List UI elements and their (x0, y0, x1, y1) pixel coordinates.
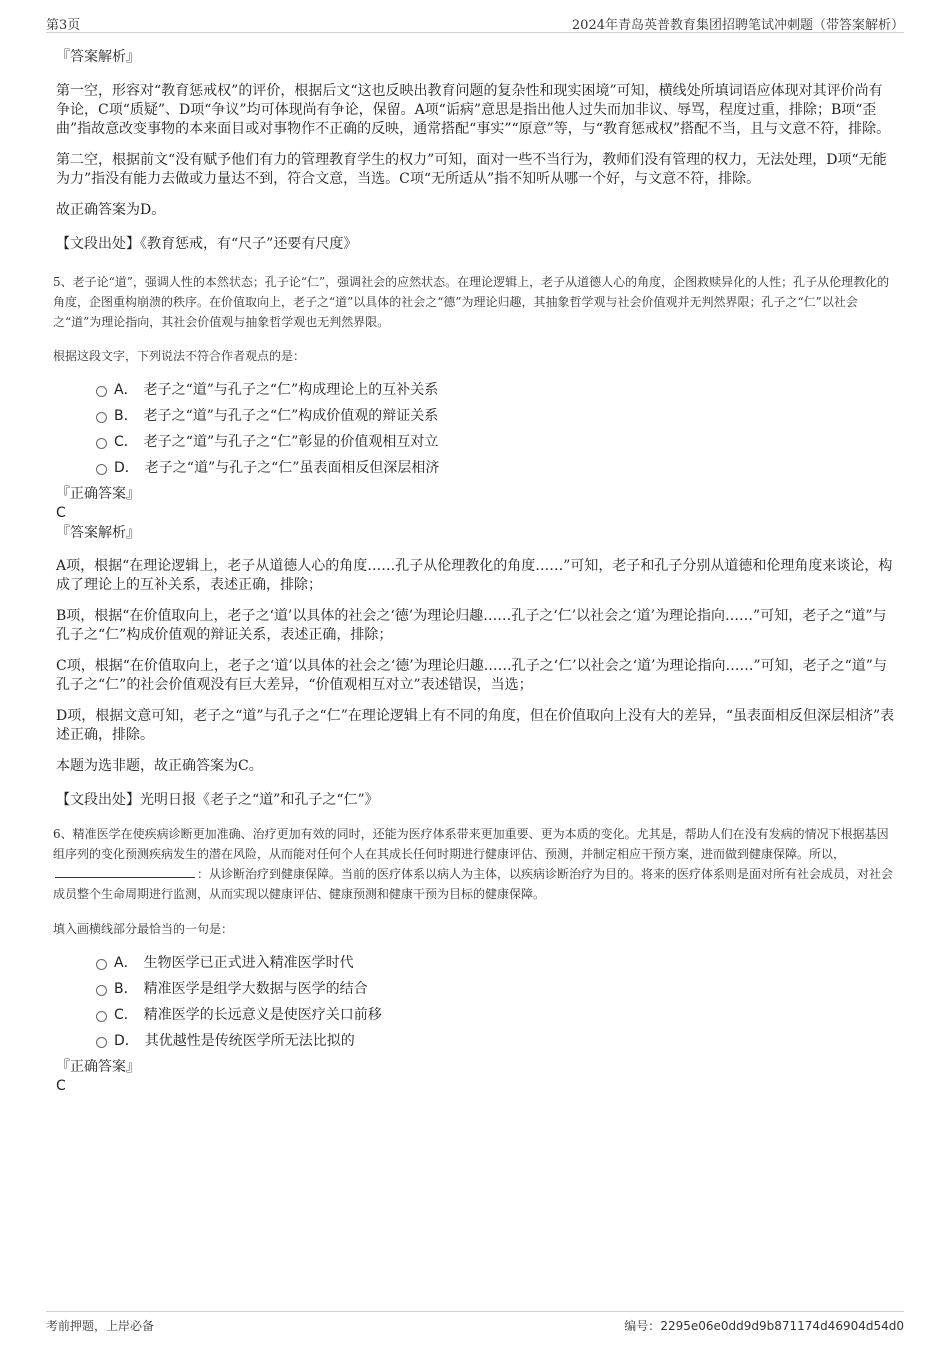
page-header (46, 10, 904, 33)
footer-slogan: 考前押题，上岸必备 (46, 1319, 155, 1333)
analysis-paragraph: 第一空，形容对“教育惩戒权”的评价，根据后文“这也反映出教育问题的复杂性和现实困境”可知，横线处所填词语应体现对其评价尚有争论，C项“质疑”、D项“争议”均可体现尚有争论，保留。A项“诟病”意思是指出他人过失而加非议、辱骂，程度过重，排除；B项“歪曲”指故意改变事物的本来面目或对事物作不正确的反映，通常搭配“事实”“原意”等，与“教育惩戒权”搭配不当，且与文意不符，排除。 (56, 83, 891, 137)
radio-button[interactable] (96, 412, 107, 423)
document-code: 编号：2295e06e0dd9d9b871174d46904d54d0 (624, 1319, 904, 1333)
option-text: 生物医学已正式进入精准医学时代 (143, 955, 354, 971)
radio-button[interactable] (96, 438, 107, 449)
question-6-prompt: 填入画横线部分最恰当的一句是： (53, 922, 234, 936)
option-c[interactable]: C． 老子之“道”与孔子之“仁”彰显的价值观相互对立 (56, 431, 896, 457)
question-6-text: 6、精准医学在使疾病诊断更加准确、治疗更加有效的同时，还能为医疗体系带来更加重要、更为本质的变化。尤其是，帮助人们在没有发病的情况下根据基因组序列的变化预测疾病发生的潜在风险，从而能对任何个人在其成长任何时期进行健康评估、预测，并制定相应干预方案，进而做到健康保障。所以，：从诊断治疗到健康保障。当前的医疗体系以病人为主体，以疾病诊断治疗为目的。将来的医疗体系则是面对所有社会成员，对社会成员整个生命周期进行监测，从而实现以健康评估、健康预测和健康干预为目标的健康保障。 (53, 827, 894, 901)
option-d[interactable]: D． 老子之“道”与孔子之“仁”虽表面相反但深层相济 (56, 457, 896, 483)
option-text: 老子之“道”与孔子之“仁”虽表面相反但深层相济 (144, 460, 440, 476)
fill-blank-line (55, 865, 195, 878)
question-6-options (56, 952, 896, 1056)
page-number: 第3页 (46, 18, 81, 33)
page-footer (46, 1311, 904, 1336)
option-text: 老子之“道”与孔子之“仁”构成价值观的辩证关系 (143, 408, 439, 424)
radio-button[interactable] (96, 1037, 107, 1048)
option-b[interactable]: B． 精准医学是组学大数据与医学的结合 (56, 978, 896, 1004)
analysis-label: 『答案解析』 (56, 49, 140, 65)
option-a[interactable]: A． 老子之“道”与孔子之“仁”构成理论上的互补关系 (56, 379, 896, 405)
passage-source: 【文段出处】光明日报《老子之“道”和孔子之“仁”》 (56, 792, 379, 808)
option-b[interactable]: B． 老子之“道”与孔子之“仁”构成价值观的辩证关系 (56, 405, 896, 431)
analysis-conclusion: 本题为选非题，故正确答案为C。 (56, 758, 263, 774)
option-text: 精准医学是组学大数据与医学的结合 (143, 981, 368, 997)
analysis-item: C项，根据“在价值取向上，老子之‘道’以具体的社会之‘德’为理论归趣……孔子之‘仁’以社会之‘道’为理论指向……”可知，老子之“道”与孔子之“仁”的社会价值观没有巨大差异，“价值观相互对立”表述错误，当选； (56, 658, 887, 693)
option-a[interactable]: A． 生物医学已正式进入精准医学时代 (56, 952, 896, 978)
analysis-item: A项，根据“在理论逻辑上，老子从道德人心的角度……孔子从伦理教化的角度……”可知，老子和孔子分别从道德和伦理角度来谈论，构成了理论上的互补关系，表述正确，排除； (56, 558, 893, 593)
radio-button[interactable] (96, 1011, 107, 1022)
document-title: 2024年青岛英普教育集团招聘笔试冲刺题（带答案解析） (571, 18, 904, 33)
radio-button[interactable] (96, 959, 107, 970)
correct-answer-label: 『正确答案』 (56, 486, 140, 502)
analysis-paragraph: 第二空，根据前文“没有赋予他们有力的管理教育学生的权力”可知，面对一些不当行为，教师们没有管理的权力，无法处理，D项“无能为力”指没有能力去做或力量达不到，符合文意，当选。C项“无所适从”指不知听从哪一个好，与文意不符，排除。 (56, 152, 887, 187)
correct-answer: C (56, 1078, 66, 1094)
question-5-text: 5、老子论“道”，强调人性的本然状态；孔子论“仁”，强调社会的应然状态。在理论逻辑上，老子从道德人心的角度，企图救赎异化的人性；孔子从伦理教化的角度，企图重构崩溃的秩序。在价值取向上，老子之“道”以具体的社会之“德”为理论归趣，其抽象哲学观与社会价值观并无判然界限；孔子之“仁”以社会之“道”为理论指向，其社会价值观与抽象哲学观也无判然界限。 (53, 275, 890, 329)
radio-button[interactable] (96, 464, 107, 475)
question-5-options (56, 379, 896, 483)
radio-button[interactable] (96, 985, 107, 996)
correct-answer-label: 『正确答案』 (56, 1059, 140, 1075)
analysis-label: 『答案解析』 (56, 525, 140, 541)
radio-button[interactable] (96, 386, 107, 397)
page-content (53, 44, 896, 1095)
passage-source: 【文段出处】《教育惩戒，有“尺子”还要有尺度》 (56, 236, 358, 252)
option-c[interactable]: C． 精准医学的长远意义是使医疗关口前移 (56, 1004, 896, 1030)
analysis-item: B项，根据“在价值取向上，老子之‘道’以具体的社会之‘德’为理论归趣……孔子之‘仁’以社会之‘道’为理论指向……”可知，老子之“道”与孔子之“仁”构成价值观的辩证关系，表述正确，排除； (56, 608, 887, 643)
correct-answer: C (56, 505, 66, 521)
option-d[interactable]: D． 其优越性是传统医学所无法比拟的 (56, 1030, 896, 1056)
option-text: 老子之“道”与孔子之“仁”构成理论上的互补关系 (143, 382, 439, 398)
option-text: 其优越性是传统医学所无法比拟的 (144, 1033, 355, 1049)
option-text: 老子之“道”与孔子之“仁”彰显的价值观相互对立 (143, 434, 439, 450)
option-text: 精准医学的长远意义是使医疗关口前移 (143, 1007, 382, 1023)
analysis-item: D项，根据文意可知，老子之“道”与孔子之“仁”在理论逻辑上有不同的角度，但在价值取向上没有大的差异，“虽表面相反但深层相济”表述正确，排除。 (56, 708, 895, 743)
question-5-prompt: 根据这段文字，下列说法不符合作者观点的是： (53, 349, 306, 363)
analysis-conclusion: 故正确答案为D。 (56, 202, 166, 218)
